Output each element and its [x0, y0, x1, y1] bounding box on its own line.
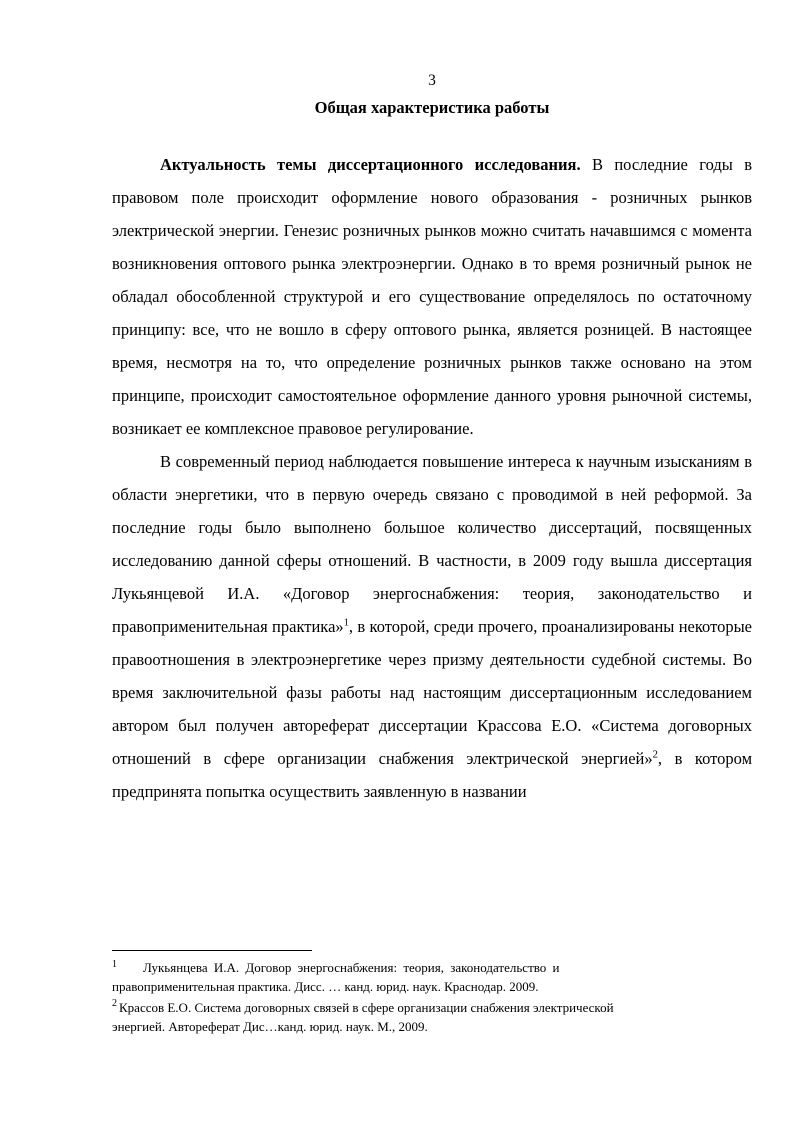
- footnote-ref-2[interactable]: 2: [652, 749, 658, 761]
- footnote-separator: [112, 950, 312, 951]
- paragraph-modern-period: [112, 445, 752, 808]
- footnote-2: [112, 999, 752, 1037]
- footnote-1-marker: 1: [112, 958, 117, 970]
- paragraph-actuality: [112, 148, 752, 445]
- page-title: Общая характеристика работы: [314, 97, 550, 117]
- footnote-2-line2: энергией. Автореферат Дис…канд. юрид. наук. М., 2009.: [112, 1018, 428, 1034]
- footnote-1-line2: правоприменительная практика. Дисс. … канд. юрид. наук. Краснодар. 2009.: [112, 978, 539, 994]
- paragraph-text-part1: В современный период наблюдается повышение интереса к научным изысканиям в области энергетики, что в первую очередь связано с проводимой в ней реформой. За последние годы было выполнено большое количество диссертаций, посвященных исследованию данной сферы отношений. В частности, в 2009 году вышла диссертация Лукьянцевой И.А. «Договор энергоснабжения: теория, законодательство и правоприменительная практика»: [112, 452, 752, 637]
- paragraph-text-part2: , в которой, среди прочего, проанализированы некоторые правоотношения в электроэнергетике через призму деятельности судебной системы. Во время заключительной фазы работы над настоящим диссертационным исследованием автором был получен автореферат диссертации Крассова Е.О. «Система договорных отношений в сфере организации снабжения электрической энергией»: [112, 617, 752, 769]
- footnote-2-line1: Крассов Е.О. Система договорных связей в сфере организации снабжения электрической: [119, 999, 614, 1015]
- page-content: [112, 72, 752, 808]
- paragraph-lead: Актуальность темы диссертационного исследования.: [160, 155, 581, 175]
- paragraph-text-part3: , в котором предпринята попытка осуществить заявленную в названии: [112, 749, 753, 802]
- page-number: 3: [428, 72, 436, 89]
- footnote-1-line1: Лукьянцева И.А. Договор энергоснабжения: теория, законодательство и: [143, 960, 560, 975]
- footnote-ref-1[interactable]: 1: [343, 617, 349, 629]
- footnote-2-marker: 2: [112, 998, 117, 1010]
- footnotes-section: [112, 950, 752, 1038]
- paragraph-text: В последние годы в правовом поле происходит оформление нового образования - розничных рынков электрической энергии. Генезис розничных рынков можно считать начавшимся с момента возникновения оптового рынка электроэнергии. Однако в то время розничный рынок не обладал обособленной структурой и его существование определялось по остаточному принципу: все, что не вошло в сферу оптового рынка, является розницей. В настоящее время, несмотря на то, что определение розничных рынков также основано на этом принципе, происходит самостоятельное оформление данного уровня рыночной системы, возникает ее комплексное правовое регулирование.: [112, 155, 752, 439]
- footnote-1: [112, 959, 752, 997]
